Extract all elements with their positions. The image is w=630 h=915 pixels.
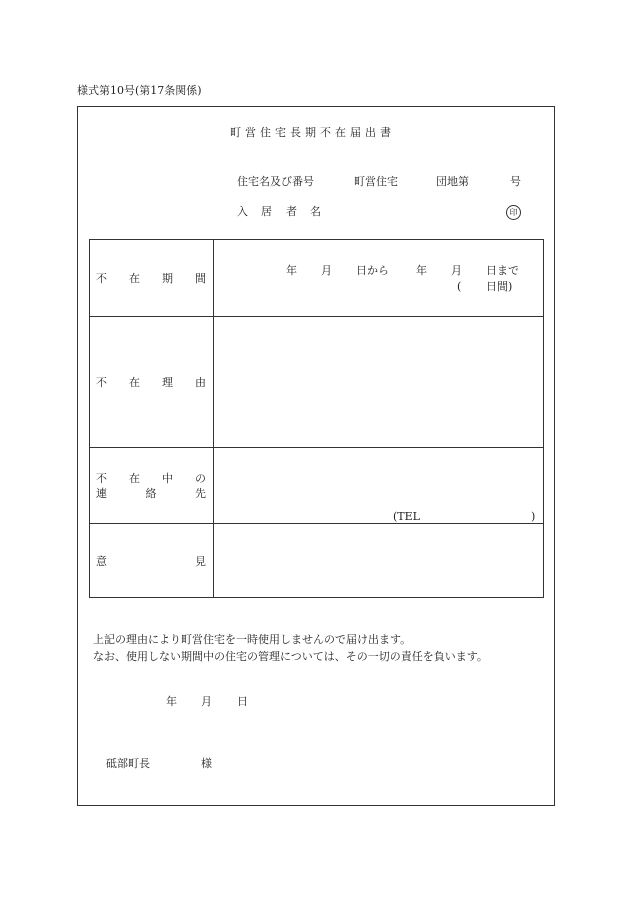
period-paren-open: ( xyxy=(457,280,462,293)
contact-tel-close: ) xyxy=(531,510,536,523)
absence-reason-label: 不 在 理 由 xyxy=(96,376,206,389)
residence-label: 住宅名及び番号 xyxy=(237,175,314,188)
form-title: 町営住宅長期不在届出書 xyxy=(230,126,395,139)
number-suffix: 号 xyxy=(510,175,521,188)
table-column-divider xyxy=(213,240,214,597)
date-year: 年 xyxy=(166,695,177,708)
contact-tel-label: (TEL xyxy=(393,510,420,523)
period-end-day: 日まで xyxy=(486,264,519,277)
period-start-year: 年 xyxy=(286,264,297,277)
period-end-year: 年 xyxy=(416,264,427,277)
resident-label-1: 入 xyxy=(237,205,248,218)
addressee-name: 砥部町長 xyxy=(106,757,150,770)
date-month: 月 xyxy=(201,695,212,708)
date-day: 日 xyxy=(237,695,248,708)
period-days: 日間) xyxy=(486,280,513,293)
table-row-divider xyxy=(90,316,543,317)
period-start-month: 月 xyxy=(321,264,332,277)
period-start-day: 日から xyxy=(356,264,389,277)
contact-label-line1: 不 在 中 の xyxy=(96,472,206,485)
resident-label-2: 居 xyxy=(261,205,272,218)
town-housing-label: 町営住宅 xyxy=(354,175,398,188)
details-table xyxy=(89,239,544,598)
table-row-divider xyxy=(90,523,543,524)
resident-label-3: 者 xyxy=(286,205,297,218)
statement-line2: なお、使用しない期間中の住宅の管理については、その一切の責任を負います。 xyxy=(93,650,488,663)
addressee-honorific: 様 xyxy=(201,757,212,770)
statement-line1: 上記の理由により町営住宅を一時使用しませんので届け出ます。 xyxy=(93,633,412,646)
complex-number-label: 団地第 xyxy=(436,175,469,188)
form-number: 様式第10号(第17条関係) xyxy=(77,84,202,97)
seal-mark: 印 xyxy=(506,205,521,220)
period-end-month: 月 xyxy=(451,264,462,277)
contact-label-line2: 連 絡 先 xyxy=(96,487,206,500)
absence-period-label: 不 在 期 間 xyxy=(96,272,206,285)
table-row-divider xyxy=(90,447,543,448)
resident-label-4: 名 xyxy=(310,205,321,218)
opinion-label: 意 見 xyxy=(96,555,206,568)
